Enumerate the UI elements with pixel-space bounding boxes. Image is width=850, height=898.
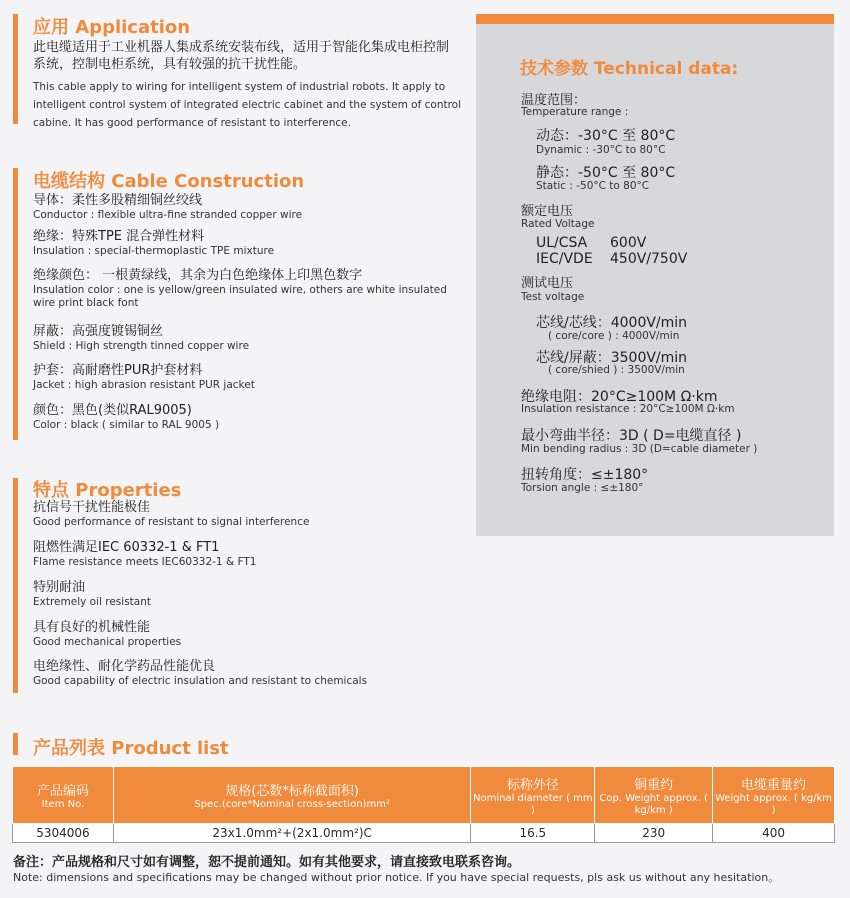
application-text-cn: 此电缆适用于工业机器人集成系统安装布线，适用于智能化集成电柜控制系统，控制电柜系统，具有较强的抗干扰性能。 bbox=[33, 40, 450, 72]
technical-heading: 技术参数 Technical data: bbox=[520, 59, 739, 79]
static-temp-en: Static : -50°C to 80°C bbox=[536, 180, 650, 192]
construction-item: 绝缘颜色： 一根黄绿线，其余为白色绝缘体上印黑色数字 Insulation color : one is yellow/green insulated wire, others are white insulated wire print black font bbox=[33, 268, 447, 310]
header-spec: 规格(芯数*标称截面积) Spec.(core*Nominal cross-section)mm² bbox=[113, 767, 471, 824]
property-item: 阻燃性满足IEC 60332-1 & FT1 Flame resistance meets IEC60332-1 & FT1 bbox=[33, 540, 257, 569]
properties-accent-bar bbox=[13, 478, 18, 693]
construction-item: 护套：高耐磨性PUR护套材料 Jacket : high abrasion resistant PUR jacket bbox=[33, 363, 255, 392]
torsion-angle-en: Torsion angle : ≤±180° bbox=[521, 482, 644, 494]
static-temp-cn: 静态：-50°C 至 80°C bbox=[536, 165, 676, 181]
test-voltage-cn: 测试电压 bbox=[521, 276, 574, 291]
rated-voltage-en: Rated Voltage bbox=[521, 218, 595, 230]
test-voltage-en: Test voltage bbox=[521, 291, 585, 303]
properties-heading: 特点 Properties bbox=[33, 480, 182, 501]
header-item-no: 产品编码 Item No. bbox=[13, 767, 114, 824]
ul-csa-value: 600V bbox=[610, 235, 647, 251]
table-header-row bbox=[13, 767, 835, 824]
table-row bbox=[13, 824, 835, 843]
construction-accent-bar bbox=[13, 168, 18, 440]
product-list-heading: 产品列表 Product list bbox=[33, 738, 229, 759]
construction-item: 屏蔽：高强度镀锡铜丝 Shield : High strength tinned copper wire bbox=[33, 324, 250, 353]
core-core-en: ( core/core ) : 4000V/min bbox=[548, 330, 680, 342]
construction-item: 颜色：黑色(类似RAL9005) Color : black ( similar to RAL 9005 ) bbox=[33, 403, 220, 432]
application-text-en: This cable apply to wiring for intelligent system of industrial robots. It apply to intelligent control system of integrated electric cabinet and the system of control cabine. It has good performance of resistant to interference. bbox=[33, 81, 462, 129]
product-list-accent-bar bbox=[13, 733, 18, 755]
torsion-angle-cn: 扭转角度：≤±180° bbox=[521, 467, 649, 483]
note-en: Note: dimensions and specifications may be changed without prior notice. If you have special requests, pls ask us without any hesitation。 bbox=[13, 871, 780, 884]
header-copper-weight: 铜重约 Cop. Weight approx. ( kg/km ) bbox=[595, 767, 713, 824]
note-cn: 备注：产品规格和尺寸如有调整，恕不提前通知。如有其他要求，请直接致电联系咨询。 bbox=[13, 855, 521, 870]
property-item: 具有良好的机械性能 Good mechanical properties bbox=[33, 620, 182, 649]
property-item: 电绝缘性、耐化学药品性能优良 Good capability of electric insulation and resistant to chemicals bbox=[33, 659, 368, 688]
product-table bbox=[12, 766, 835, 843]
application-heading: 应用 Application bbox=[33, 17, 191, 38]
iec-vde-value: 450V/750V bbox=[610, 251, 688, 267]
property-item: 抗信号干扰性能极佳 Good performance of resistant to signal interference bbox=[33, 500, 310, 529]
insulation-resistance-en: Insulation resistance : 20°C≥100M Ω·km bbox=[521, 403, 735, 415]
ul-csa-label: UL/CSA bbox=[536, 235, 588, 251]
iec-vde-label: IEC/VDE bbox=[536, 251, 593, 267]
construction-item: 导体：柔性多股精细铜丝绞线 Conductor : flexible ultra-fine stranded copper wire bbox=[33, 193, 303, 222]
cell-item-no: 5304006 bbox=[13, 824, 114, 843]
dynamic-temp-cn: 动态：-30°C 至 80°C bbox=[536, 128, 676, 144]
core-shield-cn: 芯线/屏蔽：3500V/min bbox=[536, 350, 688, 366]
cell-cable-weight: 400 bbox=[713, 824, 835, 843]
cell-copper-weight: 230 bbox=[595, 824, 713, 843]
temperature-label-cn: 温度范围： bbox=[521, 93, 587, 108]
cell-spec: 23x1.0mm²+(2x1.0mm²)C bbox=[113, 824, 471, 843]
header-diameter: 标称外径 Nominal diameter ( mm ) bbox=[471, 767, 595, 824]
rated-voltage-cn: 额定电压 bbox=[521, 204, 574, 219]
header-cable-weight: 电缆重量约 Weight approx. ( kg/km ) bbox=[713, 767, 835, 824]
technical-data-panel bbox=[476, 14, 834, 536]
insulation-resistance-cn: 绝缘电阻：20°C≥100M Ω·km bbox=[521, 389, 718, 405]
construction-heading: 电缆结构 Cable Construction bbox=[33, 171, 305, 192]
application-accent-bar bbox=[13, 14, 18, 124]
cell-diameter: 16.5 bbox=[471, 824, 595, 843]
bending-radius-en: Min bending radius : 3D (D=cable diameter ) bbox=[521, 443, 758, 455]
dynamic-temp-en: Dynamic : -30°C to 80°C bbox=[536, 144, 666, 156]
construction-item: 绝缘：特殊TPE 混合弹性材料 Insulation : special-thermoplastic TPE mixture bbox=[33, 229, 275, 258]
bending-radius-cn: 最小弯曲半径：3D ( D=电缆直径 ) bbox=[521, 428, 742, 444]
core-shield-en: ( core/shied ) : 3500V/min bbox=[548, 364, 685, 376]
property-item: 特别耐油 Extremely oil resistant bbox=[33, 580, 151, 609]
technical-accent-bar bbox=[476, 14, 834, 24]
temperature-label-en: Temperature range : bbox=[521, 106, 629, 118]
core-core-cn: 芯线/芯线：4000V/min bbox=[536, 315, 688, 331]
